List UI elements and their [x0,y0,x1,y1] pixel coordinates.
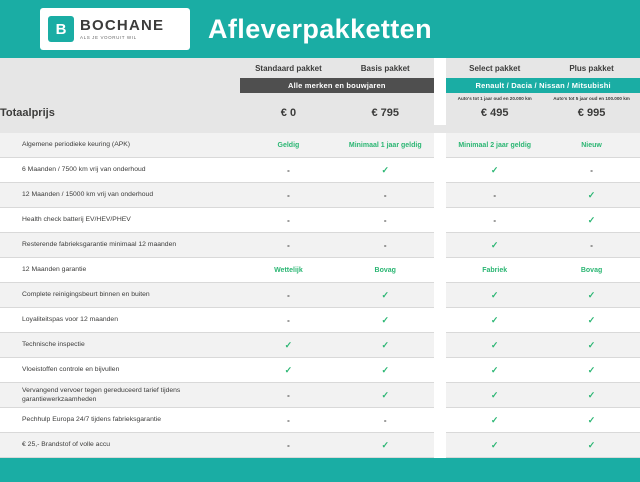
cell-standaard [240,308,337,333]
price-standaard: € 0 [240,101,337,125]
cell-value: Geldig [277,141,300,149]
cell-basis [337,333,434,358]
feature-label: Vervangend vervoer tegen gereduceerd tarief tijdens garantiewerkzaamheden [0,383,240,408]
cell-basis [337,258,434,283]
cell-select [446,433,543,458]
cell-value: - [590,165,593,175]
cell-value: - [287,165,290,175]
cell-select [446,183,543,208]
feature-label: Health check batterij EV/HEV/PHEV [0,208,240,233]
cell-select [446,233,543,258]
cell-plus [543,283,640,308]
cell-standaard [240,408,337,433]
cell-gap [434,183,447,208]
cell-value: - [287,415,290,425]
cell-value: ✓ [587,389,596,400]
cell-value: ✓ [490,239,499,250]
cell-standaard [240,433,337,458]
banner-select-plus [446,78,640,93]
cell-value: ✓ [490,289,499,300]
cell-value: ✓ [284,339,293,350]
cell-value: ✓ [284,364,293,375]
cell-value: - [287,215,290,225]
cell-gap [434,408,447,433]
fineprint-gap-cell [434,93,447,101]
cell-basis [337,358,434,383]
cell-gap [434,383,447,408]
cell-plus [543,333,640,358]
feature-label: Technische inspectie [0,333,240,358]
table-row [0,183,640,208]
cell-plus [543,233,640,258]
table-row [0,208,640,233]
feature-label: Algemene periodieke keuring (APK) [0,133,240,158]
fineprint-select-text: Auto's tot 1 jaar oud en 20.000 km [457,96,532,101]
packages-table [0,58,640,458]
cell-value: - [287,390,290,400]
cell-standaard [240,158,337,183]
cell-value: - [493,215,497,225]
cell-value: Bovag [374,266,396,274]
cell-value: ✓ [587,414,596,425]
page-title: Afleverpakketten [208,13,432,44]
cell-value: ✓ [381,314,390,325]
cell-value: - [383,240,387,250]
cell-plus [543,408,640,433]
cell-value: ✓ [490,164,499,175]
cell-standaard [240,183,337,208]
table-row [0,233,640,258]
table-row [0,258,640,283]
cell-basis [337,208,434,233]
column-header-select: Select pakket [446,58,543,78]
table-header-row [0,58,640,78]
cell-select [446,208,543,233]
footer-band [0,458,640,482]
cell-basis [337,133,434,158]
cell-value: ✓ [490,389,499,400]
cell-plus [543,158,640,183]
cell-value: ✓ [587,214,596,225]
cell-value: - [383,190,387,200]
logo-name: BOCHANE [80,16,165,34]
feature-label: Loyaliteitspas voor 12 maanden [0,308,240,333]
cell-basis [337,158,434,183]
cell-standaard [240,283,337,308]
table-row [0,408,640,433]
cell-gap [434,233,447,258]
cell-basis [337,283,434,308]
feature-label: € 25,- Brandstof of volle accu [0,433,240,458]
cell-select [446,258,543,283]
cell-value: - [383,415,387,425]
cell-standaard [240,333,337,358]
cell-value: ✓ [381,289,390,300]
cell-gap [434,133,447,158]
cell-basis [337,308,434,333]
feature-label: 12 Maanden garantie [0,258,240,283]
table-fineprint-row [0,93,640,101]
cell-value: ✓ [490,364,499,375]
cell-standaard [240,258,337,283]
cell-value: Wettelijk [274,266,303,274]
cell-standaard [240,208,337,233]
total-price-row [0,101,640,125]
price-gap-cell [434,101,447,125]
cell-value: ✓ [587,364,596,375]
cell-value: ✓ [490,414,499,425]
cell-gap [434,433,447,458]
banner-select-plus-label: Renault / Dacia / Nissan / Mitsubishi [446,78,640,93]
cell-gap [434,283,447,308]
cell-value: ✓ [381,389,390,400]
cell-value: - [493,190,497,200]
cell-value: - [287,440,290,450]
cell-select [446,158,543,183]
cell-standaard [240,383,337,408]
table-row [0,133,640,158]
header-empty-cell [0,58,240,78]
cell-value: ✓ [587,289,596,300]
cell-gap [434,158,447,183]
cell-value: - [287,190,290,200]
cell-value: ✓ [381,164,390,175]
feature-label: Pechhulp Europa 24/7 tijdens fabrieksgarantie [0,408,240,433]
cell-gap [434,358,447,383]
banner-standaard-basis [240,78,434,93]
cell-basis [337,233,434,258]
cell-basis [337,433,434,458]
cell-value: Minimaal 2 jaar geldig [458,141,532,149]
packages-table-wrap [0,58,640,458]
fineprint-select [446,93,543,101]
cell-basis [337,408,434,433]
cell-value: - [590,240,593,250]
table-row [0,433,640,458]
cell-plus [543,308,640,333]
cell-value: Nieuw [581,141,602,149]
cell-value: ✓ [381,339,390,350]
cell-value: Minimaal 1 jaar geldig [348,141,422,149]
logo-mark-icon: B [48,16,74,42]
cell-plus [543,183,640,208]
feature-label: Complete reinigingsbeurt binnen en buiten [0,283,240,308]
table-row [0,333,640,358]
cell-value: ✓ [587,339,596,350]
cell-gap [434,308,447,333]
cell-value: ✓ [381,364,390,375]
cell-value: ✓ [587,439,596,450]
feature-label: 12 Maanden / 15000 km vrij van onderhoud [0,183,240,208]
banner-empty-cell [0,78,240,93]
column-header-standaard: Standaard pakket [240,58,337,78]
cell-plus [543,383,640,408]
cell-select [446,358,543,383]
fineprint-plus-text: Auto's tot 5 jaar oud en 100.000 km [553,96,630,101]
feature-label: Vloeistoffen controle en bijvullen [0,358,240,383]
cell-select [446,308,543,333]
fineprint-standaard [240,93,337,101]
cell-gap [434,258,447,283]
cell-value: Fabriek [482,266,508,274]
cell-gap [434,208,447,233]
table-row [0,358,640,383]
table-row [0,383,640,408]
feature-label: 6 Maanden / 7500 km vrij van onderhoud [0,158,240,183]
banner-standaard-basis-label: Alle merken en bouwjaren [240,78,434,93]
cell-standaard [240,133,337,158]
cell-value: Bovag [580,266,603,274]
cell-select [446,383,543,408]
price-plus: € 995 [543,101,640,125]
cell-value: ✓ [381,439,390,450]
feature-label: Resterende fabrieksgarantie minimaal 12 maanden [0,233,240,258]
cell-select [446,283,543,308]
price-basis: € 795 [337,101,434,125]
cell-value: - [383,215,387,225]
price-select: € 495 [446,101,543,125]
banner-gap-cell [434,78,447,93]
column-header-basis: Basis pakket [337,58,434,78]
header-bottom-spacer [0,125,640,133]
cell-plus [543,258,640,283]
cell-value: ✓ [490,339,499,350]
cell-value: - [287,290,290,300]
cell-plus [543,208,640,233]
cell-gap [434,333,447,358]
cell-select [446,333,543,358]
cell-plus [543,358,640,383]
header-gap-cell [434,58,447,78]
fineprint-basis [337,93,434,101]
table-row [0,283,640,308]
fineprint-plus [543,93,640,101]
cell-value: ✓ [587,189,596,200]
table-row [0,158,640,183]
table-banner-row [0,78,640,93]
cell-basis [337,183,434,208]
table-row [0,308,640,333]
cell-plus [543,133,640,158]
cell-value: - [287,315,290,325]
cell-value: - [287,240,290,250]
logo-tagline: ALS JE VOORUIT WIL [80,34,137,40]
cell-select [446,133,543,158]
total-price-label: Totaalprijs [0,101,240,125]
cell-select [446,408,543,433]
cell-standaard [240,358,337,383]
cell-value: ✓ [490,439,499,450]
cell-value: ✓ [587,314,596,325]
cell-value: ✓ [490,314,499,325]
page-header [0,0,640,58]
column-header-plus: Plus pakket [543,58,640,78]
cell-basis [337,383,434,408]
cell-plus [543,433,640,458]
fineprint-empty-cell [0,93,240,101]
header-bottom-spacer-cell [0,125,640,133]
cell-standaard [240,233,337,258]
